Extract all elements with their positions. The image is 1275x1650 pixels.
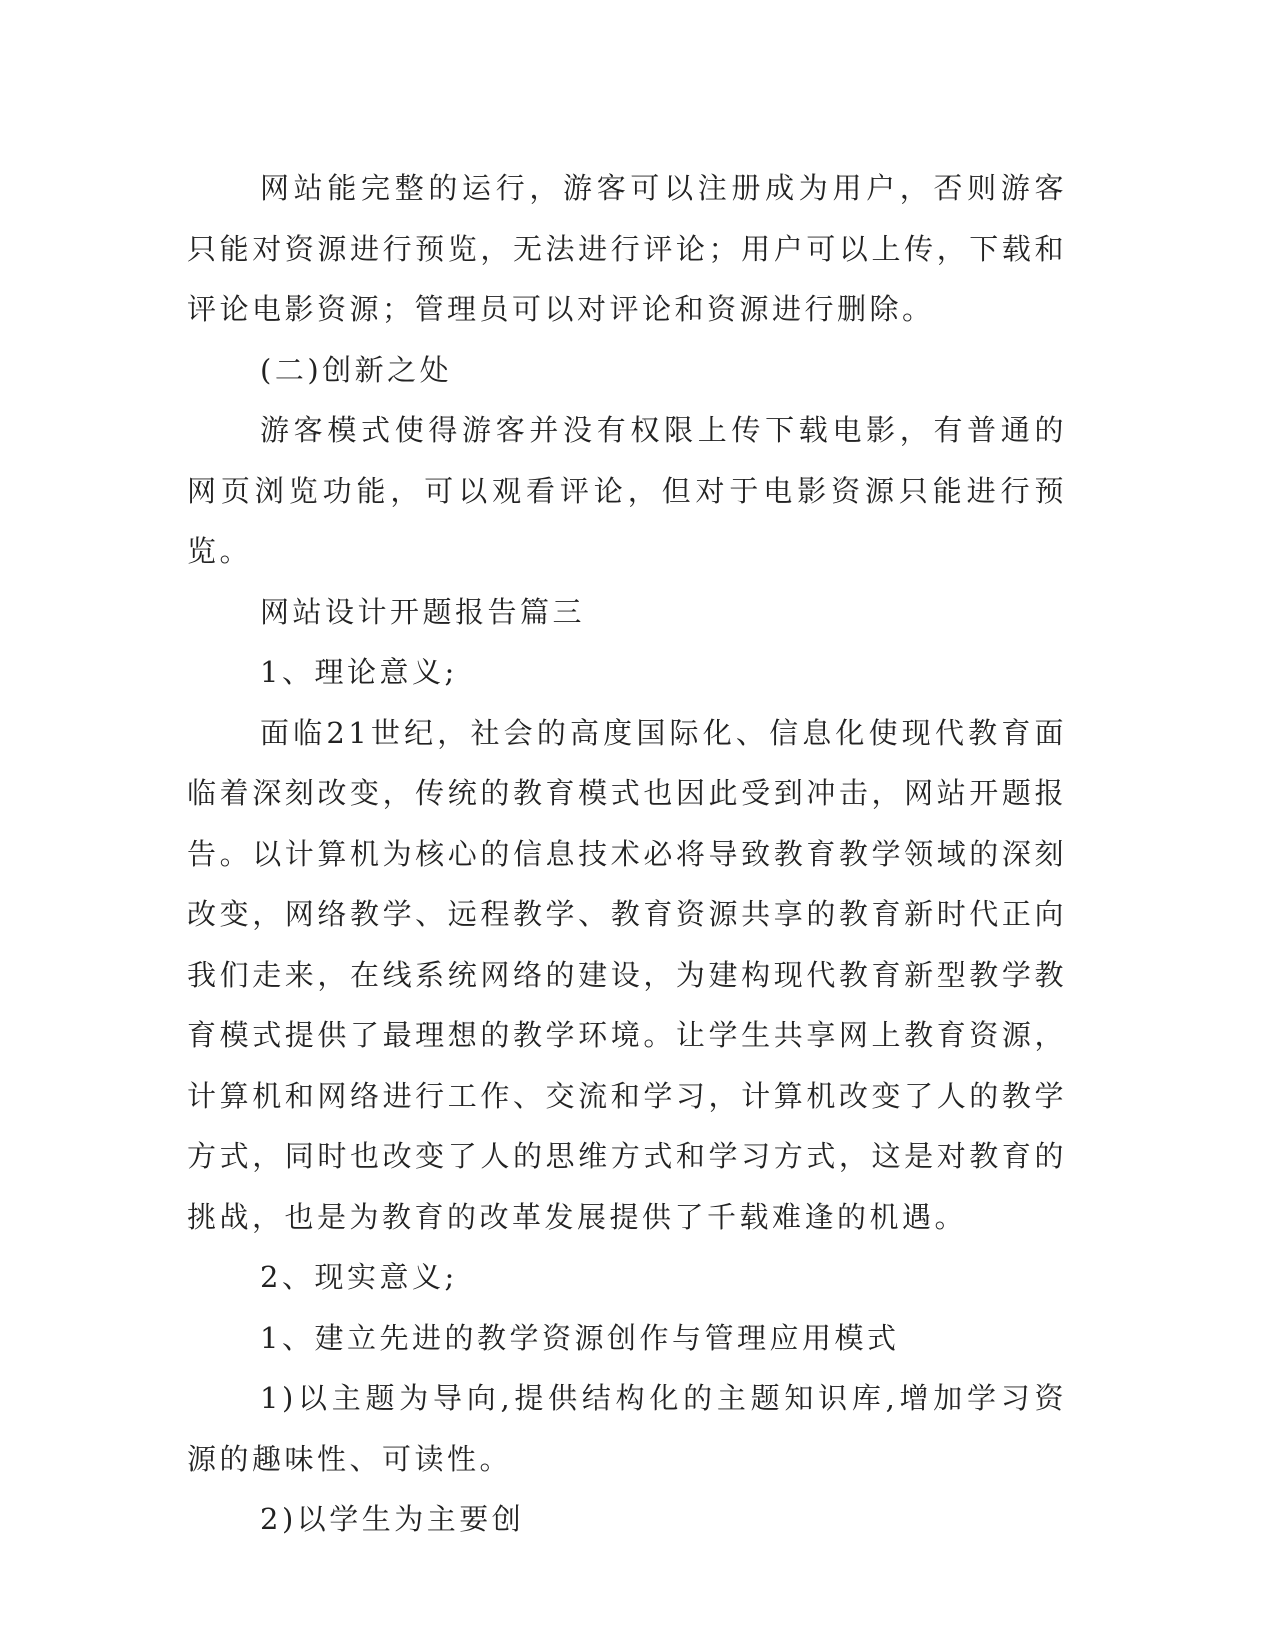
heading-teaching-resource-model: 1、建立先进的教学资源创作与管理应用模式 xyxy=(260,1320,900,1355)
paragraph-website-function: 网站能完整的运行，游客可以注册成为用户，否则游客只能对资源进行预览，无法进行评论；用户可以上传，下载和评论电影资源；管理员可以对评论和资源进行删除。 xyxy=(187,171,1067,326)
document-body xyxy=(187,158,1067,1550)
paragraph-topic-oriented: 1)以主题为导向,提供结构化的主题知识库,增加学习资源的趣味性、可读性。 xyxy=(187,1381,1067,1476)
heading-practical-significance: 2、现实意义; xyxy=(260,1260,458,1294)
heading-innovation: (二)创新之处 xyxy=(260,352,453,387)
heading-theoretical-significance: 1、理论意义; xyxy=(260,655,458,689)
heading-report-part-three: 网站设计开题报告篇三 xyxy=(260,594,586,629)
paragraph-student-centered: 2)以学生为主要创 xyxy=(260,1502,525,1536)
paragraph-education-change: 面临21世纪，社会的高度国际化、信息化使现代教育面临着深刻改变，传统的教育模式也因此受到冲击，网站开题报告。以计算机为核心的信息技术必将导致教育教学领域的深刻改变，网络教学、远程教学、教育资源共享的教育新时代正向我们走来，在线系统网络的建设，为建构现代教育新型教学教育模式提供了最理想的教学环境。让学生共享网上教育资源，计算机和网络进行工作、交流和学习，计算机改变了人的教学方式，同时也改变了人的思维方式和学习方式，这是对教育的挑战，也是为教育的改革发展提供了千载难逢的机遇。 xyxy=(187,715,1067,1234)
paragraph-guest-mode: 游客模式使得游客并没有权限上传下载电影，有普通的网页浏览功能，可以观看评论，但对于电影资源只能进行预览。 xyxy=(187,413,1067,568)
